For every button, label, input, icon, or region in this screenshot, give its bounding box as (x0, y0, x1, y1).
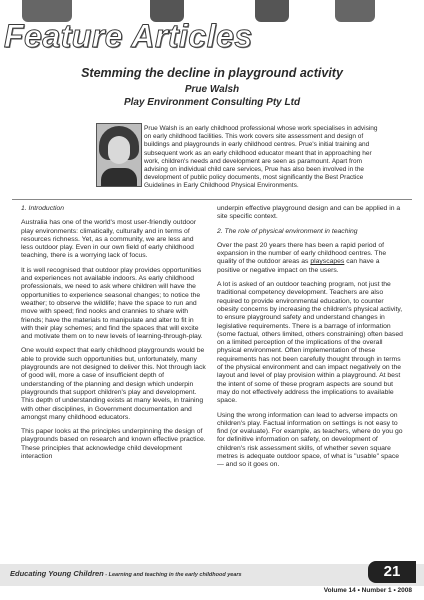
paragraph: It is well recognised that outdoor play provides opportunities and experiences not available indoors. As early childhood professionals, we need to ask where children will have the opportunities to experience seasonal changes; to notice the weather; to observe the wildlife; have the space to run and move with speed; find nooks and crannies to share with friends; have the materials to manipulate and alter to fit in with their play schemes; and find the spaces that will excite and motivate them on to new levels of learning-through-play. (21, 266, 203, 341)
paragraph (217, 242, 403, 275)
volume-info: Volume 14 • Number 1 • 2008 (323, 587, 412, 594)
divider (12, 199, 412, 200)
photo-face (108, 136, 130, 164)
section-title: Feature Articles (4, 18, 253, 54)
right-column (217, 205, 403, 476)
masthead-photo (255, 0, 289, 22)
paragraph: This paper looks at the principles underpinning the design of playgrounds based on research and known effective practice. These principles that acknowledge child development interaction (21, 428, 206, 461)
masthead-photo (335, 0, 375, 22)
page-number: 21 (368, 561, 416, 583)
photo-body (101, 168, 137, 187)
section-heading: 1. Introduction (21, 205, 65, 212)
paragraph: A lot is asked of an outdoor teaching program, not just the traditional competency development. Teachers are also required to provide environmental education, to counter obesity concerns by increasing the children's physical activity, to ensure playground safety and understand changes in legislative requirements. There is a barrage of information (some factual, others limited, others constraining) often based on a limited perception of the implications of the overall physical environment. Often implementation of these requirements has not been carefully thought through in terms of the physical environment and can impact negatively on the layout and level of play provision within a playground. At best the intent of some of these program aspects are sound but may do not effectively address the implications to available space. (217, 281, 403, 405)
paragraph: One would expect that early childhood playgrounds would be able to provide such opportunities but, unfortunately, many playgrounds are not designed to deliver this. Not through lack of good will, more a case of insufficient depth of understanding of the planning and design which underpin playgrounds that support children's play and development. This depth of understanding exists at many levels, in training with other disciplines, in Government documentation and amongst many childhood educators. (21, 347, 206, 421)
section-heading: 2. The role of physical environment in teaching (217, 227, 358, 235)
paragraph: Using the wrong information can lead to adverse impacts on children's play. Factual information on settings is not easy to find (or evaluate). For example, as teachers, where do you go for definitive information on safety, on development of children's risk assessment skills, of whether seven square metres is adequate outdoor space, of what is "usable" space — and so it goes on. (217, 411, 403, 469)
author-bio: Prue Walsh is an early childhood professional whose work specialises in advising on early childhood facilities. This work covers site assessment and design of buildings and playgrounds in early childhood centres. Prue's initial training and subsequent work as an early childhood educator meant that in approaching her work, children's needs and development are seen as paramount. Apart from advising on individual child care services, Prue has also been involved in the development of public policy documents, most significantly the Best Practice Guidelines in Early Childhood Physical Environments. (144, 125, 378, 190)
left-column (21, 205, 207, 467)
author-photo (96, 123, 142, 187)
publication-tagline: - Learning and teaching in the early childhood years (103, 572, 242, 578)
paragraph-text: Over the past 20 years there has been a rapid period of expansion in the number of early childhood centres. The quality of the outdoor areas as (217, 241, 387, 266)
paragraph: underpin effective playground design and can be applied in a site specific context. (217, 205, 401, 221)
article-title: Stemming the decline in playground activity (81, 66, 343, 80)
author-organization: Play Environment Consulting Pty Ltd (123, 97, 301, 108)
paragraph-text: can have a positive or negative impact on the users. (217, 258, 380, 274)
footer-publication (10, 569, 242, 578)
masthead (0, 0, 424, 58)
publication-name: Educating Young Children (10, 569, 104, 578)
paragraph: Australia has one of the world's most user-friendly outdoor play environments: climatically, culturally and in terms of resources richness. Yet, as a community, we are less and less outdoor play. Even in our own field of early childhood teaching, there is a worrying lack of focus. (21, 219, 197, 260)
author-name: Prue Walsh (184, 84, 240, 95)
underlined-term: playscapes (310, 258, 345, 266)
